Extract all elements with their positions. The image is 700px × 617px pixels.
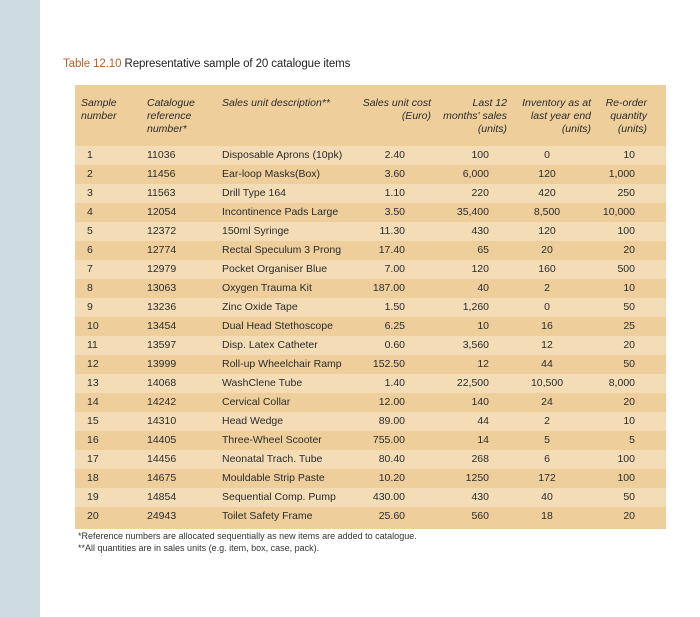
- cell-sample: 12: [87, 358, 99, 370]
- cell-sales: 430: [471, 491, 489, 503]
- cell-reorder: 10: [623, 415, 635, 427]
- cell-reference: 14068: [147, 377, 177, 389]
- cell-description: Disposable Aprons (10pk): [222, 149, 343, 161]
- footnote-reference: *Reference numbers are allocated sequentially as new items are added to catalogue.: [78, 531, 417, 541]
- cell-description: Head Wedge: [222, 415, 284, 427]
- cell-reference: 11563: [147, 187, 176, 199]
- cell-inventory: 10,500: [530, 377, 564, 389]
- cell-reference: 14242: [147, 396, 177, 408]
- cell-description: Oxygen Trauma Kit: [222, 282, 312, 294]
- cell-sample: 3: [87, 187, 93, 199]
- cell-reference: 12979: [147, 263, 177, 275]
- catalogue-table: [75, 85, 666, 529]
- cell-sales: 100: [471, 149, 489, 161]
- cell-sales: 22,500: [456, 377, 489, 389]
- cell-description: Ear-loop Masks(Box): [222, 168, 321, 180]
- header-sample: Sample number: [81, 97, 117, 122]
- cell-sales: 10: [477, 320, 489, 332]
- cell-cost: 1.50: [384, 301, 405, 313]
- cell-description: Mouldable Strip Paste: [222, 472, 325, 484]
- cell-sample: 1: [87, 149, 93, 161]
- cell-sales: 3,560: [462, 339, 489, 351]
- cell-sample: 18: [87, 472, 99, 484]
- cell-sample: 5: [87, 225, 93, 237]
- cell-sales: 65: [477, 244, 489, 256]
- cell-sample: 9: [87, 301, 93, 313]
- cell-reference: 14405: [147, 434, 177, 446]
- cell-inventory: 120: [538, 225, 556, 237]
- cell-reorder: 500: [617, 263, 635, 275]
- cell-reference: 14854: [147, 491, 177, 503]
- cell-sample: 16: [87, 434, 99, 446]
- cell-reference: 14675: [147, 472, 177, 484]
- caption-title: Representative sample of 20 catalogue items: [124, 58, 351, 70]
- cell-reference: 11036: [147, 149, 176, 161]
- cell-sample: 8: [87, 282, 93, 294]
- cell-reference: 13063: [147, 282, 177, 294]
- header-cost: Sales unit cost (Euro): [362, 97, 431, 122]
- header-inventory: Inventory as at last year end (units): [522, 97, 591, 135]
- cell-reorder: 100: [617, 472, 635, 484]
- cell-reorder: 100: [617, 225, 635, 237]
- cell-inventory: 16: [541, 320, 553, 332]
- cell-inventory: 420: [538, 187, 556, 199]
- cell-sales: 44: [477, 415, 489, 427]
- cell-inventory: 120: [538, 168, 556, 180]
- cell-description: Roll-up Wheelchair Ramp: [222, 358, 342, 370]
- cell-description: Three-Wheel Scooter: [222, 434, 322, 446]
- cell-reference: 13999: [147, 358, 177, 370]
- cell-sales: 1250: [465, 472, 489, 484]
- footnote-units: **All quantities are in sales units (e.g. item, box, case, pack).: [78, 543, 320, 553]
- cell-reorder: 250: [617, 187, 635, 199]
- cell-reorder: 20: [623, 244, 635, 256]
- cell-cost: 1.10: [384, 187, 405, 199]
- cell-sample: 4: [87, 206, 93, 218]
- cell-sample: 20: [87, 510, 99, 522]
- cell-reorder: 20: [623, 510, 635, 522]
- cell-cost: 12.00: [378, 396, 405, 408]
- cell-reorder: 50: [623, 491, 635, 503]
- cell-cost: 6.25: [384, 320, 405, 332]
- cell-cost: 80.40: [378, 453, 405, 465]
- cell-reference: 11456: [147, 168, 176, 180]
- cell-inventory: 0: [544, 149, 550, 161]
- header-sales: Last 12 months' sales (units): [443, 97, 507, 135]
- cell-reference: 24943: [147, 510, 177, 522]
- cell-description: Drill Type 164: [222, 187, 287, 199]
- cell-cost: 17.40: [378, 244, 405, 256]
- header-catalogue: Catalogue reference number*: [147, 97, 195, 135]
- cell-inventory: 172: [538, 472, 556, 484]
- cell-sales: 1,260: [462, 301, 489, 313]
- cell-description: Cervical Collar: [222, 396, 291, 408]
- cell-inventory: 160: [538, 263, 556, 275]
- cell-reorder: 10: [623, 149, 635, 161]
- cell-description: Disp. Latex Catheter: [222, 339, 318, 351]
- cell-sales: 35,400: [456, 206, 489, 218]
- cell-description: Incontinence Pads Large: [222, 206, 339, 218]
- header-description: Sales unit description**: [222, 97, 330, 109]
- cell-inventory: 5: [544, 434, 550, 446]
- cell-description: Sequential Comp. Pump: [222, 491, 336, 503]
- cell-cost: 0.60: [384, 339, 405, 351]
- cell-sample: 7: [87, 263, 93, 275]
- cell-inventory: 20: [541, 244, 553, 256]
- cell-description: Zinc Oxide Tape: [222, 301, 298, 313]
- cell-inventory: 44: [541, 358, 553, 370]
- cell-reorder: 10: [623, 282, 635, 294]
- cell-sample: 17: [87, 453, 99, 465]
- cell-reorder: 1,000: [608, 168, 635, 180]
- cell-reference: 13597: [147, 339, 177, 351]
- cell-sales: 220: [471, 187, 489, 199]
- cell-reference: 13454: [147, 320, 177, 332]
- cell-cost: 2.40: [384, 149, 405, 161]
- cell-sample: 14: [87, 396, 99, 408]
- cell-inventory: 8,500: [533, 206, 561, 218]
- cell-sales: 430: [471, 225, 489, 237]
- cell-description: WashClene Tube: [222, 377, 303, 389]
- cell-description: Dual Head Stethoscope: [222, 320, 333, 332]
- cell-reorder: 8,000: [608, 377, 635, 389]
- cell-cost: 152.50: [372, 358, 405, 370]
- cell-inventory: 12: [541, 339, 553, 351]
- cell-inventory: 40: [541, 491, 553, 503]
- cell-sample: 19: [87, 491, 99, 503]
- cell-reorder: 5: [629, 434, 635, 446]
- caption-number: Table 12.10: [63, 58, 122, 70]
- cell-sales: 12: [477, 358, 489, 370]
- cell-cost: 89.00: [378, 415, 405, 427]
- cell-cost: 10.20: [378, 472, 405, 484]
- table-caption: [63, 58, 350, 70]
- cell-cost: 25.60: [378, 510, 405, 522]
- cell-sales: 120: [471, 263, 489, 275]
- cell-reorder: 50: [623, 358, 635, 370]
- cell-sample: 15: [87, 415, 99, 427]
- cell-sales: 140: [471, 396, 489, 408]
- cell-sample: 13: [87, 377, 99, 389]
- cell-description: Neonatal Trach. Tube: [222, 453, 323, 465]
- cell-reorder: 20: [623, 396, 635, 408]
- cell-reorder: 10,000: [602, 206, 635, 218]
- header-reorder: Re-order quantity (units): [605, 97, 647, 135]
- cell-sales: 560: [471, 510, 489, 522]
- cell-description: Pocket Organiser Blue: [222, 263, 328, 275]
- cell-cost: 11.30: [379, 225, 405, 237]
- cell-inventory: 24: [541, 396, 553, 408]
- cell-sales: 6,000: [462, 168, 489, 180]
- cell-sales: 14: [477, 434, 489, 446]
- cell-cost: 3.60: [384, 168, 405, 180]
- cell-reference: 14310: [147, 415, 177, 427]
- cell-inventory: 2: [544, 415, 550, 427]
- cell-description: Toilet Safety Frame: [222, 510, 313, 522]
- cell-description: Rectal Speculum 3 Prong: [222, 244, 342, 256]
- cell-cost: 755.00: [372, 434, 405, 446]
- cell-sample: 10: [87, 320, 99, 332]
- cell-sample: 2: [87, 168, 93, 180]
- cell-reference: 12372: [147, 225, 177, 237]
- cell-cost: 3.50: [384, 206, 405, 218]
- cell-reference: 13236: [147, 301, 177, 313]
- cell-reorder: 20: [623, 339, 635, 351]
- cell-cost: 430.00: [372, 491, 405, 503]
- cell-reference: 12054: [147, 206, 177, 218]
- cell-cost: 1.40: [384, 377, 405, 389]
- cell-inventory: 2: [544, 282, 550, 294]
- cell-reorder: 100: [617, 453, 635, 465]
- cell-reorder: 25: [623, 320, 635, 332]
- cell-sample: 6: [87, 244, 93, 256]
- cell-sales: 40: [477, 282, 489, 294]
- cell-cost: 7.00: [384, 263, 405, 275]
- cell-sales: 268: [471, 453, 489, 465]
- cell-reference: 14456: [147, 453, 177, 465]
- cell-sample: 11: [87, 339, 98, 351]
- cell-inventory: 18: [541, 510, 553, 522]
- cell-reorder: 50: [623, 301, 635, 313]
- cell-description: 150ml Syringe: [222, 225, 290, 237]
- cell-cost: 187.00: [372, 282, 405, 294]
- cell-inventory: 6: [544, 453, 550, 465]
- cell-reference: 12774: [147, 244, 177, 256]
- cell-inventory: 0: [544, 301, 550, 313]
